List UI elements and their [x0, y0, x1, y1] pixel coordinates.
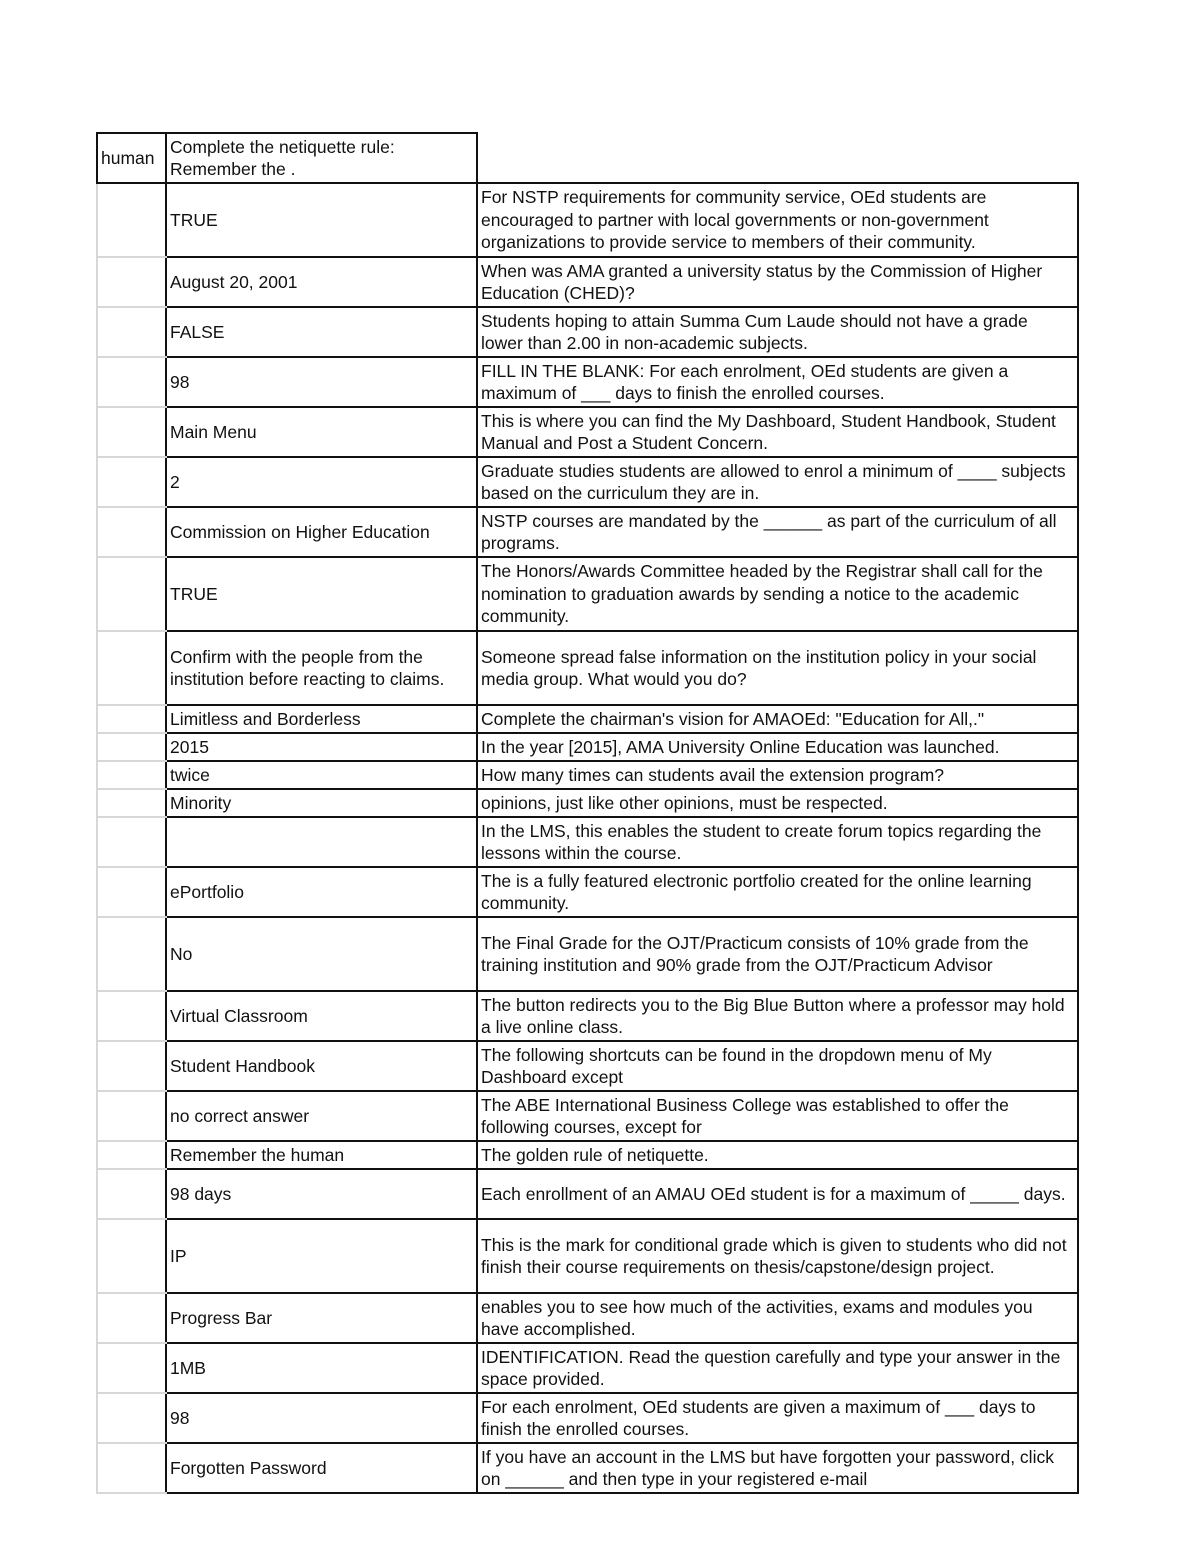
- answer-cell: Forgotten Password: [166, 1443, 477, 1493]
- answer-cell: Student Handbook: [166, 1041, 477, 1091]
- table-row: [97, 867, 1078, 917]
- row-label-cell: [97, 457, 166, 507]
- row-label-cell: [97, 917, 166, 991]
- row-label-cell: [97, 357, 166, 407]
- table-row: [97, 817, 1078, 867]
- question-cell: How many times can students avail the extension program?: [477, 761, 1078, 789]
- answer-cell: IP: [166, 1219, 477, 1293]
- answer-cell: 98 days: [166, 1169, 477, 1219]
- row-label-cell: [97, 1343, 166, 1393]
- answer-cell: Remember the human: [166, 1141, 477, 1169]
- table-row: [97, 357, 1078, 407]
- answer-cell: TRUE: [166, 557, 477, 631]
- answer-cell: FALSE: [166, 307, 477, 357]
- answer-cell: 2015: [166, 733, 477, 761]
- question-cell: For each enrolment, OEd students are given a maximum of ___ days to finish the enrolled courses.: [477, 1393, 1078, 1443]
- table-row: [97, 307, 1078, 357]
- table-row: [97, 761, 1078, 789]
- question-cell: The Honors/Awards Committee headed by the Registrar shall call for the nomination to graduation awards by sending a notice to the academic community.: [477, 557, 1078, 631]
- answer-cell: No: [166, 917, 477, 991]
- table-row: [97, 1393, 1078, 1443]
- table-row: [97, 917, 1078, 991]
- table-row: [97, 705, 1078, 733]
- header-cell-empty: [477, 133, 1078, 183]
- answer-cell: 1MB: [166, 1343, 477, 1393]
- table-row: [97, 1293, 1078, 1343]
- table-row: [97, 557, 1078, 631]
- question-cell: The is a fully featured electronic portfolio created for the online learning community.: [477, 867, 1078, 917]
- row-label-cell: [97, 307, 166, 357]
- row-label-cell: [97, 1219, 166, 1293]
- question-cell: Someone spread false information on the institution policy in your social media group. What would you do?: [477, 631, 1078, 705]
- header-cell-col1: human: [97, 133, 166, 183]
- question-cell: Graduate studies students are allowed to enrol a minimum of ____ subjects based on the curriculum they are in.: [477, 457, 1078, 507]
- question-cell: If you have an account in the LMS but have forgotten your password, click on ______ and then type in your registered e-mail: [477, 1443, 1078, 1493]
- table-row: [97, 407, 1078, 457]
- row-label-cell: [97, 1169, 166, 1219]
- row-label-cell: [97, 761, 166, 789]
- question-cell: The ABE International Business College was established to offer the following courses, except for: [477, 1091, 1078, 1141]
- table-row: [97, 257, 1078, 307]
- row-label-cell: [97, 991, 166, 1041]
- row-label-cell: [97, 1393, 166, 1443]
- answer-cell: no correct answer: [166, 1091, 477, 1141]
- table-row: [97, 507, 1078, 557]
- question-cell: In the LMS, this enables the student to create forum topics regarding the lessons within the course.: [477, 817, 1078, 867]
- table-row: [97, 1219, 1078, 1293]
- question-cell: When was AMA granted a university status by the Commission of Higher Education (CHED)?: [477, 257, 1078, 307]
- answer-cell: 2: [166, 457, 477, 507]
- question-cell: In the year [2015], AMA University Online Education was launched.: [477, 733, 1078, 761]
- row-label-cell: [97, 507, 166, 557]
- answer-cell: twice: [166, 761, 477, 789]
- answer-cell: 98: [166, 1393, 477, 1443]
- row-label-cell: [97, 257, 166, 307]
- answer-cell: TRUE: [166, 183, 477, 257]
- row-label-cell: [97, 407, 166, 457]
- row-label-cell: [97, 733, 166, 761]
- table-row: [97, 457, 1078, 507]
- row-label-cell: [97, 183, 166, 257]
- answer-cell: August 20, 2001: [166, 257, 477, 307]
- row-label-cell: [97, 557, 166, 631]
- row-label-cell: [97, 867, 166, 917]
- row-label-cell: [97, 1141, 166, 1169]
- question-cell: This is where you can find the My Dashboard, Student Handbook, Student Manual and Post a Student Concern.: [477, 407, 1078, 457]
- answer-cell: Main Menu: [166, 407, 477, 457]
- table-row: [97, 1343, 1078, 1393]
- row-label-cell: [97, 1293, 166, 1343]
- question-cell: This is the mark for conditional grade which is given to students who did not finish their course requirements on thesis/capstone/design project.: [477, 1219, 1078, 1293]
- answer-cell: Progress Bar: [166, 1293, 477, 1343]
- question-cell: The following shortcuts can be found in the dropdown menu of My Dashboard except: [477, 1041, 1078, 1091]
- question-cell: FILL IN THE BLANK: For each enrolment, OEd students are given a maximum of ___ days to finish the enrolled courses.: [477, 357, 1078, 407]
- row-label-cell: [97, 705, 166, 733]
- table-row: [97, 991, 1078, 1041]
- answer-cell: Commission on Higher Education: [166, 507, 477, 557]
- header-cell-col2: Complete the netiquette rule: Remember the .: [166, 133, 477, 183]
- table-row: [97, 183, 1078, 257]
- question-cell: enables you to see how much of the activities, exams and modules you have accomplished.: [477, 1293, 1078, 1343]
- answer-cell: Limitless and Borderless: [166, 705, 477, 733]
- question-cell: opinions, just like other opinions, must be respected.: [477, 789, 1078, 817]
- answer-cell: ePortfolio: [166, 867, 477, 917]
- question-cell: The button redirects you to the Big Blue Button where a professor may hold a live online class.: [477, 991, 1078, 1041]
- answer-cell: Virtual Classroom: [166, 991, 477, 1041]
- question-cell: Complete the chairman's vision for AMAOEd: "Education for All,.": [477, 705, 1078, 733]
- answer-cell: 98: [166, 357, 477, 407]
- table-row: [97, 1443, 1078, 1493]
- table-row: [97, 789, 1078, 817]
- question-cell: The golden rule of netiquette.: [477, 1141, 1078, 1169]
- question-cell: For NSTP requirements for community service, OEd students are encouraged to partner with local governments or non-government organizations to provide service to members of their community.: [477, 183, 1078, 257]
- table-row: [97, 631, 1078, 705]
- question-cell: The Final Grade for the OJT/Practicum consists of 10% grade from the training institution and 90% grade from the OJT/Practicum Advisor: [477, 917, 1078, 991]
- question-cell: Students hoping to attain Summa Cum Laude should not have a grade lower than 2.00 in non-academic subjects.: [477, 307, 1078, 357]
- question-cell: IDENTIFICATION. Read the question carefully and type your answer in the space provided.: [477, 1343, 1078, 1393]
- row-label-cell: [97, 631, 166, 705]
- answer-cell: [166, 817, 477, 867]
- row-label-cell: [97, 789, 166, 817]
- table-row: [97, 1169, 1078, 1219]
- row-label-cell: [97, 1041, 166, 1091]
- header-row: [97, 133, 1078, 183]
- table-row: [97, 1041, 1078, 1091]
- row-label-cell: [97, 817, 166, 867]
- question-cell: Each enrollment of an AMAU OEd student is for a maximum of _____ days.: [477, 1169, 1078, 1219]
- table-row: [97, 733, 1078, 761]
- row-label-cell: [97, 1091, 166, 1141]
- question-cell: NSTP courses are mandated by the ______ as part of the curriculum of all programs.: [477, 507, 1078, 557]
- table-row: [97, 1141, 1078, 1169]
- table-row: [97, 1091, 1078, 1141]
- row-label-cell: [97, 1443, 166, 1493]
- spreadsheet-table: [96, 132, 1079, 1494]
- answer-cell: Confirm with the people from the institution before reacting to claims.: [166, 631, 477, 705]
- answer-cell: Minority: [166, 789, 477, 817]
